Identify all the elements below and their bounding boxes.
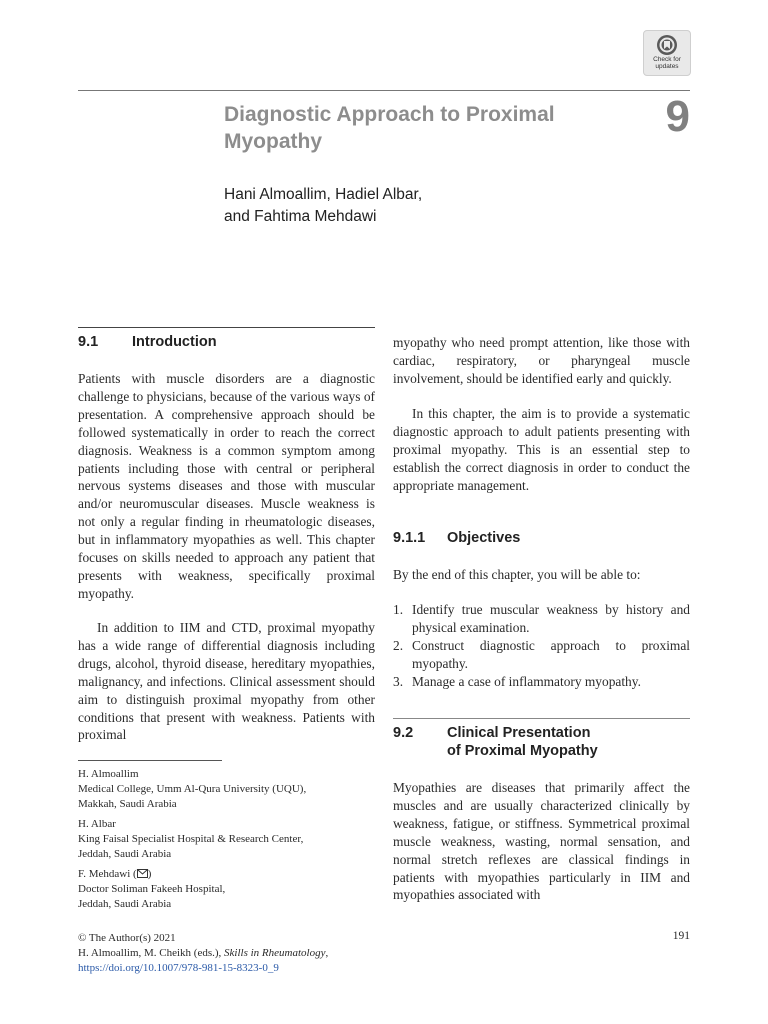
affiliation — [78, 867, 375, 912]
affiliation-name: H. Almoallim — [78, 768, 139, 780]
section-title: Objectives — [447, 530, 521, 546]
affiliation — [78, 767, 375, 812]
list-number: 2. — [393, 637, 404, 653]
affiliation-line: King Faisal Specialist Hospital & Research Center, — [78, 833, 304, 845]
affiliation-line: Makkah, Saudi Arabia — [78, 798, 177, 810]
list-number: 1. — [393, 602, 404, 617]
chapter-title: Diagnostic Approach to Proximal Myopathy — [224, 103, 555, 153]
list-text: Construct diagnostic approach to proximal myopathy. — [412, 637, 690, 671]
list-text: Identify true muscular weakness by history and physical examination. — [412, 602, 690, 635]
footnote-rule — [78, 760, 222, 761]
clinical-paragraph-1: Myopathies are diseases that primarily affect the muscles and are usually characterized clinically by weakness, fatigue, or stiffness. Symmetrical proximal muscle weakness, wasting, normal sensation, and normal stretch reflexes are classical findings in patients with myopathies particularly in IIM and myopathies associated with — [393, 780, 690, 903]
doi-link[interactable]: https://doi.org/10.1007/978-981-15-8323-0_9 — [78, 962, 279, 974]
section-rule — [393, 718, 690, 719]
objectives-list — [393, 601, 690, 691]
affiliation-line: Jeddah, Saudi Arabia — [78, 848, 172, 860]
authors-line: Hani Almoallim, Hadiel Albar, — [224, 186, 423, 203]
affiliation-line: Medical College, Umm Al-Qura University (UQU), — [78, 783, 307, 795]
section-number: 9.1.1 — [393, 530, 426, 546]
section-title — [447, 724, 598, 760]
section-number: 9.2 — [393, 725, 414, 741]
objectives-intro: By the end of this chapter, you will be able to: — [393, 567, 641, 582]
affiliation — [78, 817, 375, 862]
affiliation-line: Jeddah, Saudi Arabia — [78, 898, 172, 910]
section-heading-introduction — [78, 333, 375, 351]
intro-paragraph-2: In addition to IIM and CTD, proximal myopathy has a wide range of differential diagnosis including drugs, alcohol, thyroid disease, hereditary myopathies, malignancy, and infections. Clinical assessment should aim to distinguish proximal myopathy from other conditions that present with weakness. Patients with proximal — [78, 620, 375, 743]
section-number: 9.1 — [78, 334, 99, 350]
right-paragraph-2: In this chapter, the aim is to provide a systematic diagnostic approach to adult patients presenting with proximal myopathy. This is an essential step to establish the correct diagnosis in order to conduct the appropriate management. — [393, 406, 690, 493]
right-paragraph-1: myopathy who need prompt attention, like those with cardiac, respiratory, or pharyngeal muscle involvement, should be identified early and quickly. — [393, 335, 690, 386]
book-title: Skills in Rheumatology — [224, 947, 326, 959]
badge-label: Check for updates — [653, 56, 681, 70]
citation — [78, 946, 558, 961]
page-number: 191 — [672, 930, 690, 942]
check-for-updates-badge[interactable] — [643, 30, 691, 76]
intro-paragraph-1: Patients with muscle disorders are a diagnostic challenge to physicians, because of the various ways of presentation. A comprehensive approach should be followed systematically in order to reach the correct diagnosis. Weakness is a common symptom among patients including those with central or peripheral nervous systems diseases and those with muscular and/or neuromuscular diseases. Muscle weakness is not only a regular finding in rheumatologic diseases, but in inflammatory myopathies as well. This chapter focuses on skills needed to approach any patient that presents with weakness, specifically proximal myopathy. — [78, 371, 375, 601]
list-item — [393, 673, 690, 691]
list-item — [393, 601, 690, 637]
section-rule — [78, 327, 375, 328]
copyright: © The Author(s) 2021 — [78, 932, 176, 944]
citation-suffix: , — [325, 947, 329, 959]
affiliations — [78, 767, 375, 917]
section-title-line: of Proximal Myopathy — [447, 743, 598, 759]
affiliation-line: Doctor Soliman Fakeeh Hospital, — [78, 883, 226, 895]
chapter-authors — [224, 184, 524, 228]
header-rule — [78, 90, 690, 91]
envelope-icon[interactable] — [137, 869, 148, 878]
section-heading-objectives — [393, 529, 690, 547]
list-text: Manage a case of inflammatory myopathy. — [412, 673, 641, 689]
list-item — [393, 637, 690, 673]
section-heading-clinical-presentation — [393, 724, 690, 760]
citation-prefix: H. Almoallim, M. Cheikh (eds.), — [78, 947, 225, 959]
affiliation-name-row: F. Mehdawi ( ) — [78, 868, 152, 880]
bookmark-circle-icon — [656, 34, 678, 56]
affiliation-name: F. Mehdawi — [78, 868, 131, 880]
footer — [78, 931, 558, 976]
authors-line: and Fahtima Mehdawi — [224, 208, 377, 225]
affiliation-name: H. Albar — [78, 818, 116, 830]
section-title-line: Clinical Presentation — [447, 725, 591, 741]
list-number: 3. — [393, 673, 404, 689]
section-title: Introduction — [132, 334, 217, 350]
